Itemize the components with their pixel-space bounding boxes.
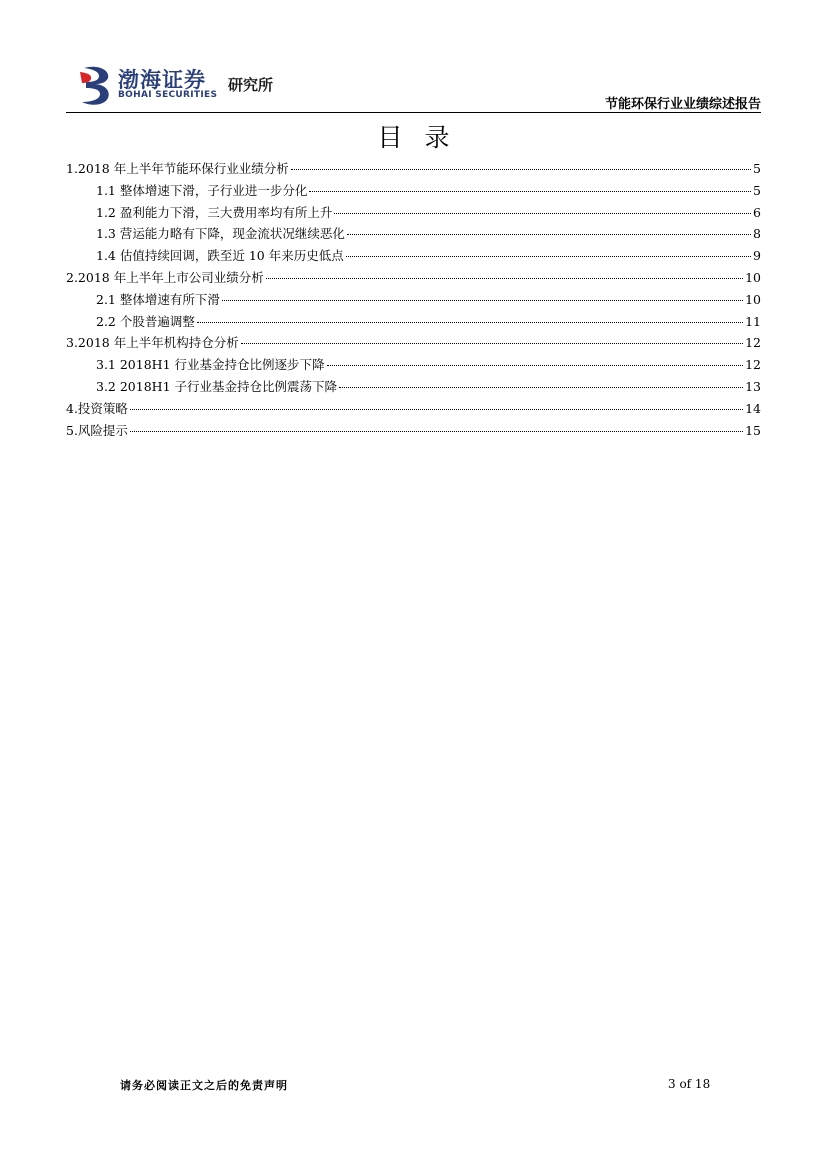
toc-entry[interactable] <box>66 245 761 267</box>
toc-entry-page: 5 <box>753 161 761 176</box>
toc-entry[interactable] <box>66 180 761 202</box>
toc-dot-leader <box>266 278 743 279</box>
institute-label: 研究所 <box>228 76 274 94</box>
table-of-contents <box>66 158 761 441</box>
toc-entry-label: 1.1 整体增速下滑，子行业进一步分化 <box>96 182 308 198</box>
toc-dot-leader <box>197 322 743 323</box>
toc-dot-leader <box>291 169 751 170</box>
toc-entry-label: 3.2018 年上半年机构持仓分析 <box>66 335 239 351</box>
toc-entry-page: 10 <box>745 269 761 285</box>
toc-dot-leader <box>130 431 743 432</box>
toc-entry[interactable] <box>66 289 761 311</box>
toc-entry-label: 1.2 盈利能力下滑，三大费用率均有所上升 <box>96 204 333 220</box>
toc-entry-page: 6 <box>753 204 761 220</box>
toc-entry-page: 9 <box>753 248 761 264</box>
toc-entry-page: 12 <box>745 335 761 351</box>
toc-dot-leader <box>334 213 751 214</box>
toc-entry[interactable] <box>66 420 761 442</box>
toc-entry-page: 10 <box>745 291 761 307</box>
toc-entry-page: 8 <box>753 226 761 242</box>
logo-chinese-name: 渤海证券 <box>118 68 206 92</box>
toc-dot-leader <box>339 387 743 388</box>
toc-dot-leader <box>222 300 743 301</box>
toc-entry[interactable] <box>66 202 761 224</box>
toc-entry-page: 14 <box>745 400 761 416</box>
footer-disclaimer: 请务必阅读正文之后的免责声明 <box>120 1079 288 1092</box>
toc-dot-leader <box>346 256 751 257</box>
toc-entry-label: 5.风险提示 <box>66 422 128 438</box>
toc-entry[interactable] <box>66 354 761 376</box>
toc-entry[interactable] <box>66 332 761 354</box>
toc-entry-label: 1.3 营运能力略有下降，现金流状况继续恶化 <box>96 226 345 242</box>
toc-entry[interactable] <box>66 311 761 333</box>
toc-entry-page: 15 <box>745 422 761 438</box>
toc-entry-label: 1.4 估值持续回调，跌至近 10 年来历史低点 <box>96 248 344 264</box>
toc-entry-page: 11 <box>745 313 761 329</box>
bohai-logo-icon <box>78 64 114 106</box>
toc-entry[interactable] <box>66 267 761 289</box>
page-indicator: 3 of 18 <box>668 1077 711 1091</box>
toc-entry-label: 4.投资策略 <box>66 400 128 416</box>
header-divider <box>66 112 761 113</box>
toc-heading: 目录 <box>377 123 472 152</box>
toc-entry[interactable] <box>66 223 761 245</box>
toc-entry-page: 12 <box>745 357 761 373</box>
logo-english-name: BOHAI SECURITIES <box>118 90 218 100</box>
toc-entry-label: 2.2 个股普遍调整 <box>96 313 195 329</box>
toc-entry-label: 1.2018 年上半年节能环保行业业绩分析 <box>66 161 289 176</box>
toc-entry-page: 13 <box>745 378 761 394</box>
toc-dot-leader <box>130 409 743 410</box>
toc-dot-leader <box>309 191 751 192</box>
toc-entry-label: 2.1 整体增速有所下滑 <box>96 291 220 307</box>
toc-entry-label: 2.2018 年上半年上市公司业绩分析 <box>66 269 264 285</box>
toc-entry-label: 3.1 2018H1 行业基金持仓比例逐步下降 <box>96 357 325 373</box>
toc-dot-leader <box>241 343 743 344</box>
toc-dot-leader <box>347 234 751 235</box>
toc-entry[interactable] <box>66 398 761 420</box>
report-title: 节能环保行业业绩综述报告 <box>604 97 761 112</box>
toc-dot-leader <box>327 365 744 366</box>
toc-entry-label: 3.2 2018H1 子行业基金持仓比例震荡下降 <box>96 378 337 394</box>
toc-entry[interactable] <box>66 376 761 398</box>
toc-entry-page: 5 <box>753 182 761 198</box>
toc-entry[interactable] <box>66 158 761 180</box>
company-logo <box>78 62 298 108</box>
